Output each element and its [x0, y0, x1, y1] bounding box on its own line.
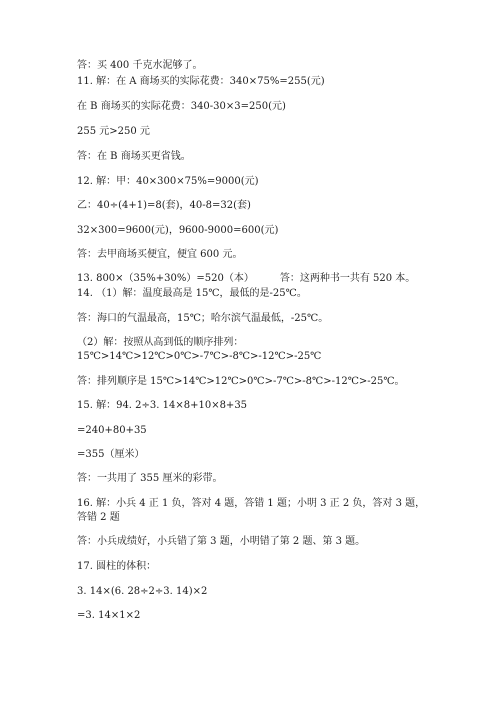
- solution-line: 3. 14×(6. 28÷2÷3. 14)×2: [77, 586, 208, 597]
- solution-line: 255 元>250 元: [77, 126, 150, 137]
- solution-line: 乙：40÷(4+1)=8(套)，40-8=32(套): [77, 200, 251, 211]
- problem-15-line: 15. 解：94. 2÷3. 14×8+10×8+35: [77, 400, 248, 411]
- problem-16-line: 16. 解：小兵 4 正 1 负，答对 4 题，答错 1 题；小明 3 正 2 负，答对 3 题，答错 2 题: [77, 498, 426, 523]
- answer-line: 答：排列顺序是 15℃>14℃>12℃>0℃>-7℃>-8℃>-12℃>-25℃。: [77, 376, 405, 387]
- answer-line: 答：买 400 千克水泥够了。: [77, 60, 203, 71]
- answer-line: 答：去甲商场买便宜，便宜 600 元。: [77, 249, 243, 260]
- answer-line: 答：小兵成绩好，小兵错了第 3 题，小明错了第 2 题、第 3 题。: [77, 536, 366, 547]
- problem-17-line: 17. 圆柱的体积：: [77, 561, 157, 572]
- answer-line: 答：在 B 商场买更省钱。: [77, 151, 191, 162]
- solution-line: 32×300=9600(元)，9600-9000=600(元): [77, 225, 279, 236]
- solution-line: （2）解：按照从高到低的顺序排列：15℃>14℃>12℃>0℃>-7℃>-8℃>-12℃>-25℃: [77, 337, 322, 362]
- problem-14-line: 14. （1）解：温度最高是 15℃，最低的是-25℃。: [77, 288, 307, 299]
- solution-line: 在 B 商场买的实际花费：340-30×3=250(元): [77, 101, 286, 112]
- answer-line: 答：一共用了 355 厘米的彩带。: [77, 473, 223, 484]
- problem-13-line: [77, 272, 415, 286]
- problem-13-answer: 答：这两种书一共有 520 本。: [279, 273, 416, 284]
- solution-line: =3. 14×1×2: [77, 610, 141, 621]
- solution-line: =240+80+35: [77, 425, 147, 436]
- problem-13-equation: 13. 800×（35%+30%）=520（本）: [77, 273, 254, 284]
- problem-11-line: 11. 解：在 A 商场买的实际花费：340×75%=255(元): [77, 76, 325, 87]
- answer-line: 答：海口的气温最高，15℃；哈尔滨气温最低，-25℃。: [77, 313, 329, 324]
- solution-line: =355（厘米）: [77, 449, 145, 460]
- problem-12-line: 12. 解：甲：40×300×75%=9000(元): [77, 176, 259, 187]
